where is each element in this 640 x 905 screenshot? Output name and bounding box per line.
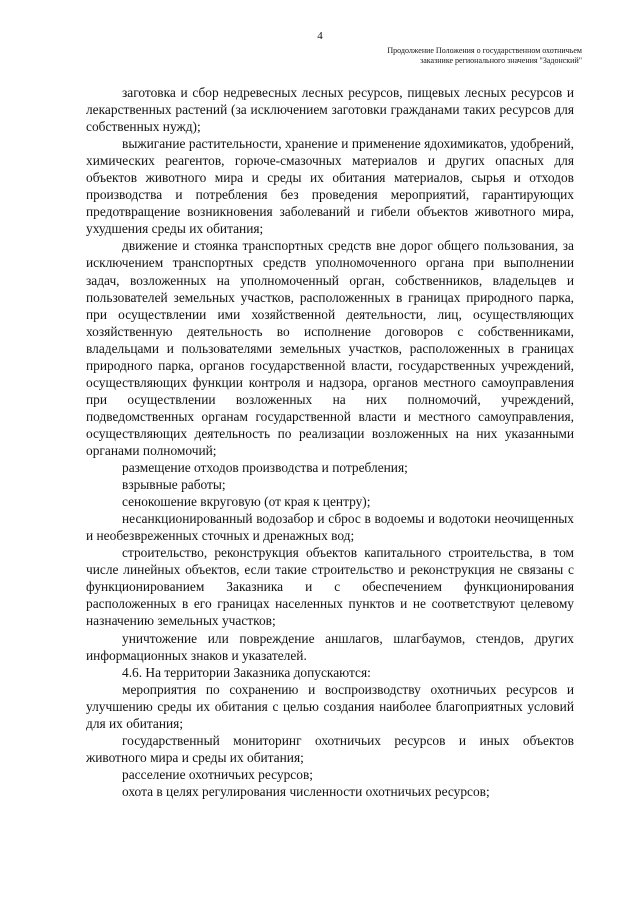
- body-text: [86, 84, 574, 800]
- paragraph-resettlement: расселение охотничьих ресурсов;: [122, 766, 313, 782]
- paragraph-harvesting: заготовка и сбор недревесных лесных ресурсов, пищевых лесных ресурсов и лекарственных растений (за исключением заготовки гражданами таких ресурсов для собственных нужд);: [86, 85, 574, 135]
- running-header-line-1: Продолжение Положения о государственном охотничьем: [387, 46, 582, 55]
- paragraph-signs: уничтожение или повреждение аншлагов, шлагбаумов, стендов, других информационных знаков и указателей.: [86, 630, 574, 663]
- paragraph-vehicles: движение и стоянка транспортных средств вне дорог общего пользования, за исключением транспортных средств уполномоченного органа при выполнении задач, возложенных на уполномоченный орган, собственников, владельцев и пользователей земельных участков, расположенных в границах природного парка, при осуществлении ими хозяйственной деятельности, лиц, осуществляющих хозяйственную деятельность во исполнение договоров с собственниками, владельцами и пользователями земельных участков, расположенных в границах природного парка, органов государственной власти, государственных учреждений, осуществляющих функции контроля и надзора, органов местного самоуправления при осуществлении возложенных на них полномочий, учреждений, подведомственных органам государственной власти и местного самоуправления, осуществляющих деятельность по реализации возложенных на них указанными органами полномочий;: [86, 238, 574, 458]
- section-heading-4-6: 4.6. На территории Заказника допускаются:: [122, 664, 371, 680]
- paragraph-mowing: сенокошение вкруговую (от края к центру);: [122, 494, 371, 510]
- paragraph-water: несанкционированный водозабор и сброс в водоемы и водотоки неочищенных и необезвреженных сточных и дренажных вод;: [86, 511, 574, 544]
- page-number: 4: [317, 30, 323, 42]
- running-header: [332, 46, 582, 66]
- running-header-line-2: заказнике регионального значения "Задонский": [420, 56, 582, 65]
- paragraph-construction: строительство, реконструкция объектов капитального строительства, в том числе линейных объектов, если такие строительство и реконструкция не связаны с функционированием Заказника и с обеспечением функционирования расположенных в его границах населенных пунктов и не соответствуют целевому назначению земельных участков;: [86, 545, 574, 629]
- paragraph-conservation: мероприятия по сохранению и воспроизводству охотничьих ресурсов и улучшению среды их обитания с целью создания наиболее благоприятных условий для их обитания;: [86, 681, 574, 731]
- paragraph-hunting: охота в целях регулирования численности охотничьих ресурсов;: [122, 783, 490, 799]
- paragraph-monitoring: государственный мониторинг охотничьих ресурсов и иных объектов животного мира и среды их обитания;: [86, 732, 574, 765]
- paragraph-burning: выжигание растительности, хранение и применение ядохимикатов, удобрений, химических реагентов, горюче-смазочных материалов и других опасных для объектов животного мира и среды их обитания материалов, сырья и отходов производства и потребления без проведения мероприятий, гарантирующих предотвращение возникновения заболеваний и гибели объектов животного мира, ухудшения среды их обитания;: [86, 136, 574, 237]
- paragraph-waste: размещение отходов производства и потребления;: [122, 460, 408, 476]
- paragraph-blasting: взрывные работы;: [122, 477, 226, 493]
